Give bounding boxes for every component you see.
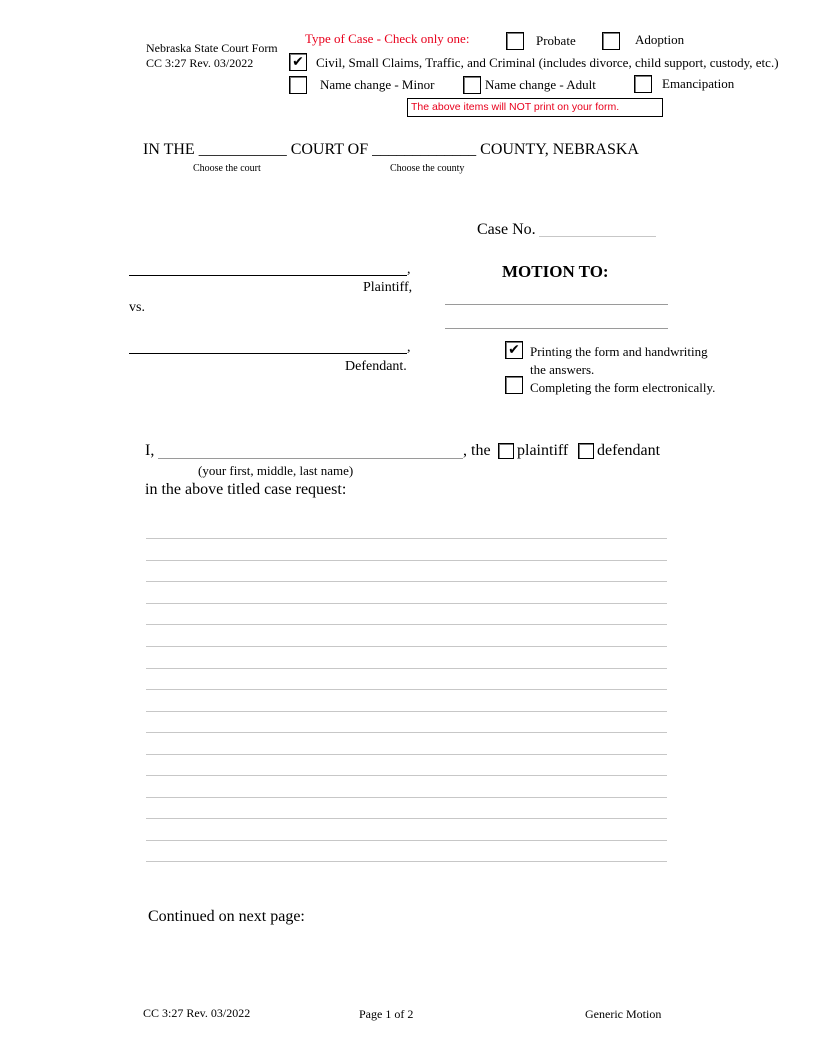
plaintiff-comma: , <box>407 262 411 277</box>
civil-checkbox[interactable] <box>289 53 307 71</box>
request-line[interactable] <box>146 538 667 539</box>
motion-line-1[interactable] <box>445 304 668 305</box>
electronic-label: Completing the form electronically. <box>530 380 716 395</box>
court-of-label: COURT OF <box>290 141 369 158</box>
motion-line-2[interactable] <box>445 328 668 329</box>
form-title: Nebraska State Court Form <box>146 41 278 55</box>
request-line[interactable] <box>146 646 667 647</box>
plaintiff-option-label: plaintiff <box>517 442 569 459</box>
adoption-label: Adoption <box>635 32 685 47</box>
choose-county-hint: Choose the county <box>390 163 465 174</box>
civil-label: Civil, Small Claims, Traffic, and Criminal (includes divorce, child support, custody, etc.) <box>316 55 779 70</box>
emancipation-checkbox[interactable] <box>634 75 652 93</box>
county-nebraska-label: COUNTY, NEBRASKA <box>480 141 639 158</box>
vs-label: vs. <box>129 300 145 315</box>
case-no-label: Case No. <box>477 221 536 238</box>
request-line[interactable] <box>146 581 667 582</box>
the-label: , the <box>463 442 491 459</box>
defendant-option-label: defendant <box>597 442 661 459</box>
emancipation-label: Emancipation <box>662 76 735 91</box>
defendant-option-checkbox[interactable] <box>578 443 594 459</box>
form-code: CC 3:27 Rev. 03/2022 <box>146 56 254 70</box>
probate-checkbox[interactable] <box>506 32 524 50</box>
print-note: The above items will NOT print on your form. <box>407 98 663 117</box>
continued-label: Continued on next page: <box>148 908 305 925</box>
electronic-checkbox[interactable] <box>505 376 523 394</box>
printing-checkbox[interactable] <box>505 341 523 359</box>
case-no-field[interactable] <box>539 236 656 237</box>
request-line[interactable] <box>146 689 667 690</box>
your-name-field[interactable] <box>158 458 463 459</box>
defendant-comma: , <box>407 340 411 355</box>
printing-label-line2: the answers. <box>530 362 595 377</box>
request-line[interactable] <box>146 797 667 798</box>
footer-page-number: Page 1 of 2 <box>359 1007 414 1021</box>
printing-label-line1: Printing the form and handwriting <box>530 344 708 359</box>
request-text: in the above titled case request: <box>145 481 347 498</box>
request-line[interactable] <box>146 711 667 712</box>
in-the-label: IN THE <box>143 141 195 158</box>
adoption-checkbox[interactable] <box>602 32 620 50</box>
check-mark-icon: ✔ <box>292 54 304 70</box>
name-change-adult-checkbox[interactable] <box>463 76 481 94</box>
plaintiff-label: Plaintiff, <box>363 280 413 295</box>
request-line[interactable] <box>146 668 667 669</box>
footer-form-code: CC 3:27 Rev. 03/2022 <box>143 1006 251 1020</box>
probate-label: Probate <box>536 33 576 48</box>
request-line[interactable] <box>146 754 667 755</box>
defendant-name-field[interactable] <box>129 353 407 354</box>
request-line[interactable] <box>146 560 667 561</box>
plaintiff-name-field[interactable] <box>129 275 407 276</box>
footer-form-name: Generic Motion <box>585 1007 662 1021</box>
name-change-adult-label: Name change - Adult <box>485 77 596 92</box>
court-select[interactable]: ___________ <box>198 141 287 158</box>
request-line[interactable] <box>146 603 667 604</box>
request-line[interactable] <box>146 861 667 862</box>
defendant-label: Defendant. <box>345 359 407 374</box>
county-select[interactable]: _____________ <box>372 141 477 158</box>
court-heading <box>143 141 639 159</box>
check-mark-icon: ✔ <box>508 342 520 358</box>
request-line[interactable] <box>146 775 667 776</box>
choose-court-hint: Choose the court <box>193 163 261 174</box>
request-line[interactable] <box>146 732 667 733</box>
request-line[interactable] <box>146 624 667 625</box>
motion-title: MOTION TO: <box>502 262 609 281</box>
request-line[interactable] <box>146 818 667 819</box>
i-label: I, <box>145 442 155 459</box>
name-change-minor-checkbox[interactable] <box>289 76 307 94</box>
case-type-label: Type of Case - Check only one: <box>305 31 470 46</box>
name-hint: (your first, middle, last name) <box>198 463 354 478</box>
request-line[interactable] <box>146 840 667 841</box>
name-change-minor-label: Name change - Minor <box>320 77 435 92</box>
plaintiff-option-checkbox[interactable] <box>498 443 514 459</box>
